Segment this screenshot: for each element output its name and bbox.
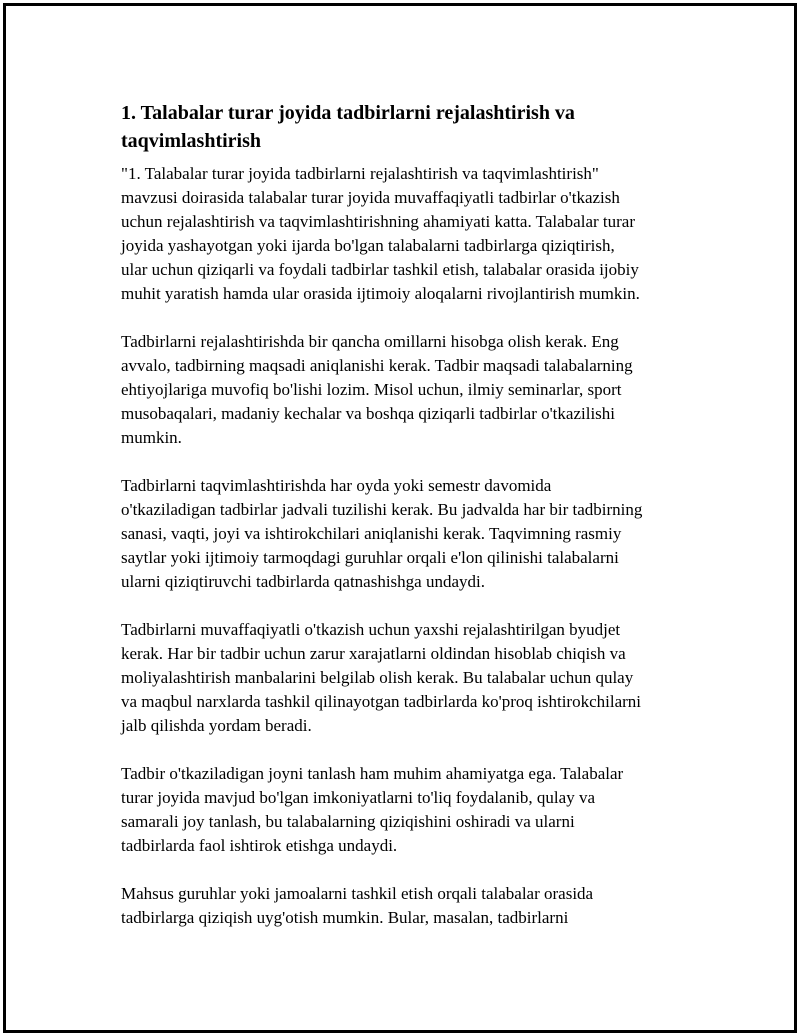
document-body (121, 99, 701, 954)
paragraph-planning: Tadbirlarni rejalashtirishda bir qancha omillarni hisobga olish kerak. Eng avvalo, tadbirning maqsadi aniqlanishi kerak. Tadbir maqsadi talabalarning ehtiyojlariga muvofiq bo'lishi lozim. Misol uchun, ilmiy seminarlar, sport musobaqalari, madaniy kechalar va boshqa qiziqarli tadbirlar o'tkazilishi mumkin. (121, 332, 633, 447)
document-title: 1. Talabalar turar joyida tadbirlarni rejalashtirish va taqvimlashtirish (121, 102, 575, 152)
paragraph-groups: Mahsus guruhlar yoki jamoalarni tashkil etish orqali talabalar orasida tadbirlarga qiziqish uyg'otish mumkin. Bular, masalan, tadbirlarni (121, 884, 594, 927)
paragraph-venue: Tadbir o'tkaziladigan joyni tanlash ham muhim ahamiyatga ega. Talabalar turar joyida mavjud bo'lgan imkoniyatlarni to'liq foydalanib, qulay va samarali joy tanlash, bu talabalarning qiziqishini oshiradi va ularni tadbirlarda faol ishtirok etishga undaydi. (121, 764, 624, 855)
document-page (3, 3, 797, 1033)
paragraph-intro: "1. Talabalar turar joyida tadbirlarni rejalashtirish va taqvimlashtirish" mavzusi doirasida talabalar turar joyida muvaffaqiyatli tadbirlar o'tkazish uchun rejalashtirish va taqvimlashtirishning ahamiyati katta. Talabalar turar joyida yashayotgan yoki ijarda bo'lgan talabalarni tadbirlarga qiziqtirish, ular uchun qiziqarli va foydali tadbirlar tashkil etish, talabalar orasida ijobiy muhit yaratish hamda ular orasida ijtimoiy aloqalarni rivojlantirish mumkin. (121, 164, 640, 303)
paragraph-budget: Tadbirlarni muvaffaqiyatli o'tkazish uchun yaxshi rejalashtirilgan byudjet kerak. Har bir tadbir uchun zarur xarajatlarni oldindan hisoblab chiqish va moliyalashtirish manbalarini belgilab olish kerak. Bu talabalar uchun qulay va maqbul narxlarda tashkil qilinayotgan tadbirlarda ko'proq ishtirokchilarni jalb qilishda yordam beradi. (121, 620, 642, 735)
paragraph-scheduling: Tadbirlarni taqvimlashtirishda har oyda yoki semestr davomida o'tkaziladigan tadbirlar jadvali tuzilishi kerak. Bu jadvalda har bir tadbirning sanasi, vaqti, joyi va ishtirokchilari aniqlanishi kerak. Taqvimning rasmiy saytlar yoki ijtimoiy tarmoqdagi guruhlar orqali e'lon qilinishi talabalarni ularni qiziqtiruvchi tadbirlarda qatnashishga undaydi. (121, 476, 643, 591)
